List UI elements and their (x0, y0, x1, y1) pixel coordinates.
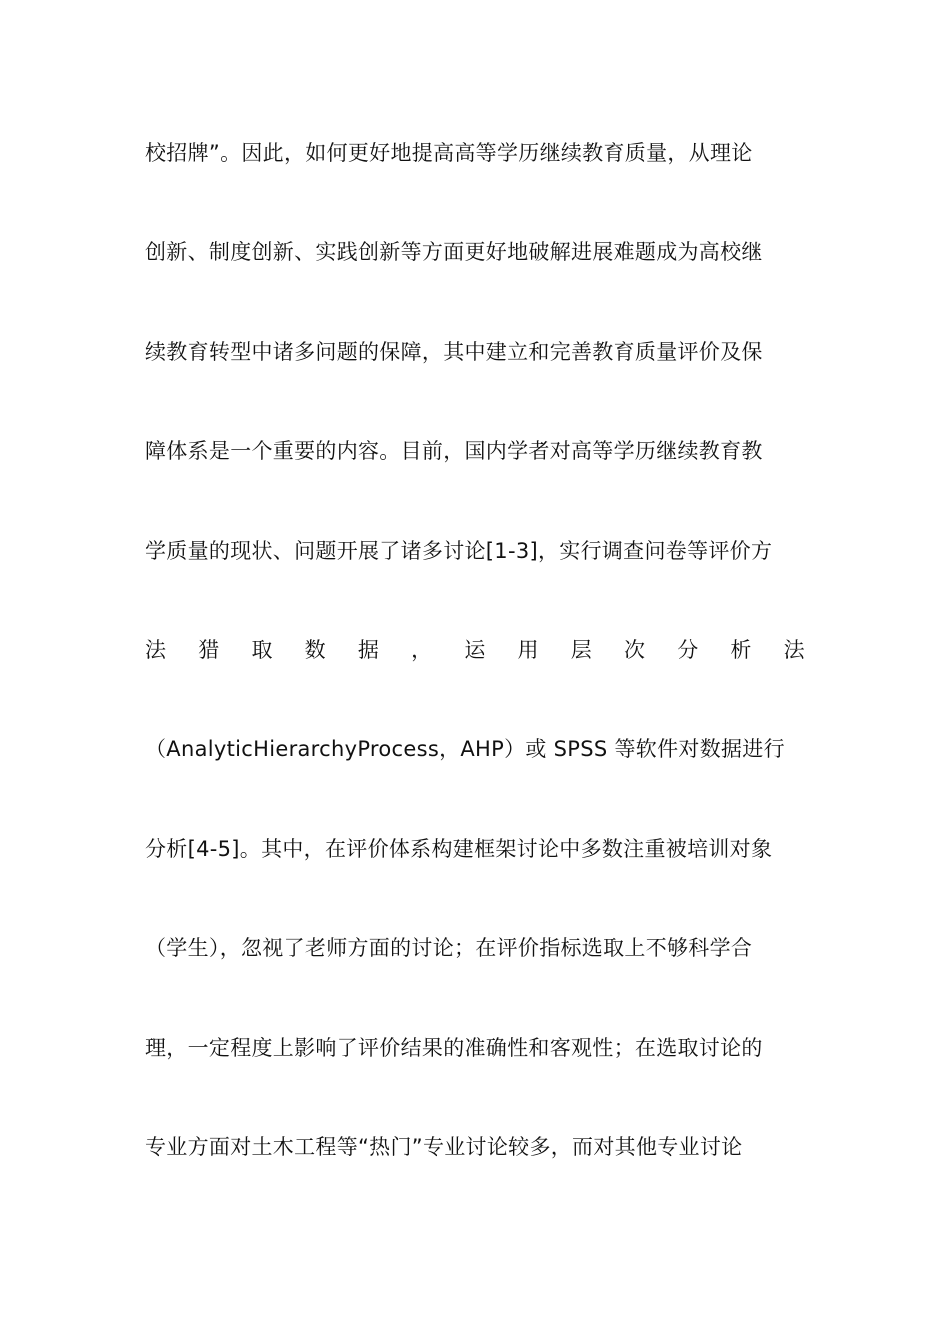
paragraph-line-11: 专业方面对土木工程等“热门”专业讨论较多，而对其他专业讨论 (145, 1135, 743, 1159)
spread-char: 数 (304, 638, 326, 662)
paragraph-line-1: 校招牌”。因此，如何更好地提高高等学历继续教育质量，从理论 (145, 141, 753, 165)
spread-char: 用 (517, 638, 539, 662)
paragraph-line-3: 续教育转型中诸多问题的保障，其中建立和完善教育质量评价及保 (145, 340, 763, 364)
spread-char: 运 (464, 638, 486, 662)
spread-char: 析 (730, 638, 752, 662)
paragraph-line-9: （学生），忽视了老师方面的讨论；在评价指标选取上不够科学合 (145, 936, 753, 960)
spread-char: 猎 (198, 638, 220, 662)
spread-char: 分 (677, 638, 699, 662)
spread-char: 法 (145, 638, 167, 662)
spread-char: 法 (783, 638, 805, 662)
paragraph-line-10: 理，一定程度上影响了评价结果的准确性和客观性；在选取讨论的 (145, 1036, 763, 1060)
paragraph-line-5: 学质量的现状、问题开展了诸多讨论[1-3]，实行调查问卷等评价方 (145, 539, 773, 563)
paragraph-line-7: （AnalyticHierarchyProcess，AHP）或 SPSS 等软件对数据进行 (145, 737, 785, 761)
paragraph-line-4: 障体系是一个重要的内容。目前，国内学者对高等学历继续教育教 (145, 439, 763, 463)
paragraph-line-2: 创新、制度创新、实践创新等方面更好地破解进展难题成为高校继 (145, 240, 763, 264)
paragraph-line-8: 分析[4-5]。其中，在评价体系构建框架讨论中多数注重被培训对象 (145, 837, 773, 861)
spread-char: 次 (623, 638, 646, 662)
spread-char: 取 (251, 638, 273, 662)
paragraph-line-6 (145, 630, 805, 670)
spread-char: 层 (570, 638, 593, 662)
spread-char: ， (411, 638, 433, 662)
spread-char: 据 (357, 638, 380, 662)
